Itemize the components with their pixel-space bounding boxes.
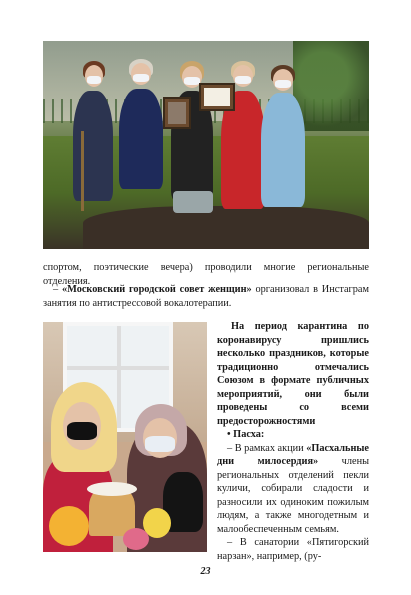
bullet-easter: • Пасха: [227, 429, 265, 440]
paragraph-text: спортом, поэтические вечера) проводили многие региональные отделения. [43, 262, 369, 287]
person-2-mask [133, 74, 149, 82]
person-4-mask [235, 76, 251, 84]
woman-left-mask [67, 422, 97, 440]
dash: – [53, 284, 62, 295]
shovel [81, 131, 84, 211]
watering-can [173, 191, 213, 213]
framed-portrait [163, 97, 191, 129]
person-1 [73, 91, 113, 201]
paragraph-text: члены региональных отделений пекли куличи, собирали сладости и разносили их одиноким пожилым людям, а также многодетным и малообеспеченным семьям. [217, 456, 369, 535]
person-2 [119, 89, 163, 189]
soil-patch [83, 206, 369, 249]
right-column [217, 320, 369, 563]
pink-egg [123, 528, 149, 550]
highlight-paragraph: На период карантина по коронавирусу пришлись несколько праздников, которые традиционно отмечались Союзом в формате публичных мероприятий, они были проведены со всеми предосторожностями [217, 321, 369, 427]
woman-right-mask [145, 436, 175, 452]
background-trees [293, 41, 369, 131]
paragraph-text: – В рамках акции [227, 442, 307, 454]
paragraph-moscow-council [43, 283, 369, 310]
paragraph-sanatorium: – В санатории «Пятигорский нарзан», например, (ру- [217, 537, 369, 562]
photo-tree-planting [43, 41, 369, 249]
person-5 [261, 93, 305, 207]
paragraph-charity-days [217, 442, 369, 537]
photo-easter [43, 322, 207, 552]
page-number: 23 [200, 566, 211, 577]
person-3-mask [184, 77, 200, 85]
moscow-council-name: «Московский городской совет женщин» [61, 284, 252, 295]
charity-days-name: «Пасхальные дни милосердия» [217, 442, 369, 467]
framed-certificate [199, 83, 235, 111]
person-5-mask [275, 80, 291, 88]
person-1-mask [87, 76, 101, 84]
easter-cake-icing [87, 482, 137, 496]
orange-fruit [49, 506, 89, 546]
paragraph-text: организовал в Инстаграм занятия по антистрессовой вокалотерапии. [43, 284, 369, 309]
